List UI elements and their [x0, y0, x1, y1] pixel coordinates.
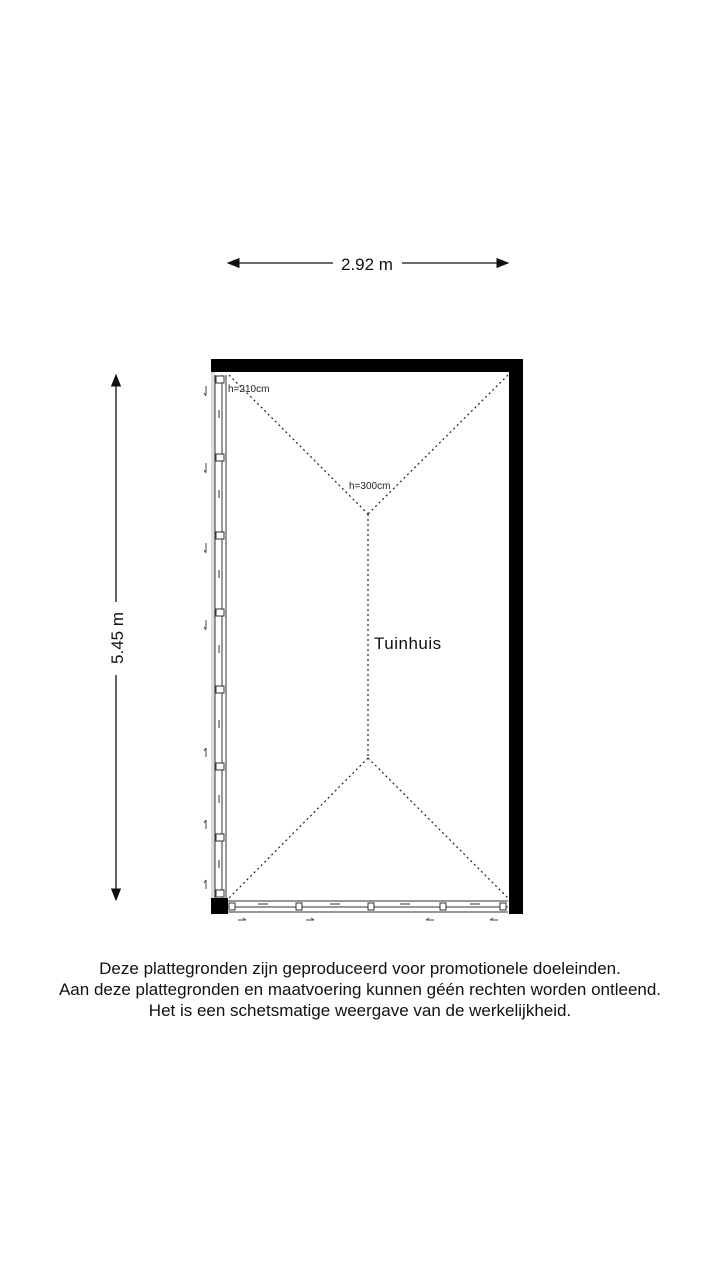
window-mullion: [368, 903, 374, 910]
width-dimension-label: 2.92 m: [341, 255, 393, 274]
hip-line-top-left: [229, 375, 368, 514]
left-wall-shadow: [211, 372, 215, 898]
top-wall: [211, 359, 523, 372]
window-mullion: [216, 454, 224, 461]
bottom-slide-markers: [238, 918, 498, 920]
ceiling-height-low-label: h=210cm: [228, 384, 270, 395]
window-mullion: [216, 834, 224, 841]
disclaimer: [0, 958, 720, 1021]
disclaimer-line: Deze plattegronden zijn geproduceerd voor promotionele doeleinden.: [99, 959, 621, 978]
window-mullion: [296, 903, 302, 910]
window-mullion: [216, 890, 224, 897]
ceiling-height-high-label: h=300cm: [349, 481, 391, 492]
window-mullion: [440, 903, 446, 910]
walls: [211, 359, 523, 914]
window-mullion: [216, 532, 224, 539]
window-mullion: [500, 903, 506, 910]
bottom-left-post: [211, 898, 228, 914]
hip-line-bottom-right: [368, 758, 508, 898]
right-wall: [509, 359, 523, 914]
roof-lines: [229, 375, 508, 898]
window-mullion: [216, 686, 224, 693]
bottom-window-wall: [228, 901, 508, 912]
height-dimension: [108, 375, 127, 900]
width-dimension: [228, 255, 508, 274]
window-mullion: [229, 903, 235, 910]
hip-line-top-right: [368, 375, 508, 514]
window-mullion: [216, 609, 224, 616]
room-name-label: Tuinhuis: [374, 634, 442, 653]
window-mullion: [216, 376, 224, 383]
disclaimer-line: Aan deze plattegronden en maatvoering kunnen géén rechten worden ontleend.: [58, 980, 662, 999]
hip-line-bottom-left: [229, 758, 368, 898]
window-mullion: [216, 763, 224, 770]
disclaimer-line: Het is een schetsmatige weergave van de werkelijkheid.: [148, 1001, 572, 1020]
left-window-wall: [215, 375, 226, 898]
left-slide-markers: [204, 386, 206, 889]
height-dimension-label: 5.45 m: [108, 612, 127, 664]
